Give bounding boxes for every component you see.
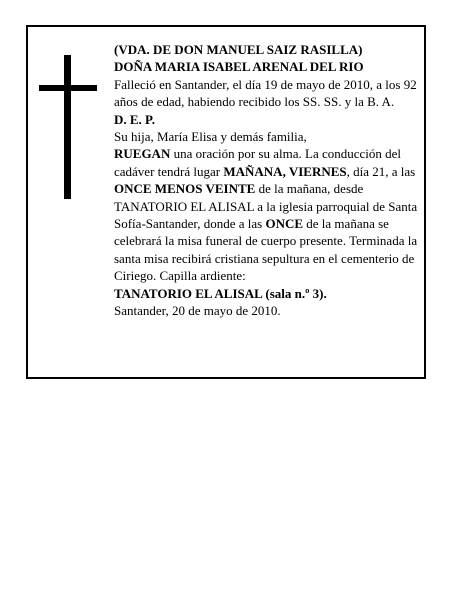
obituary-notice [26, 25, 426, 379]
mass-time-bold: ONCE [265, 216, 304, 232]
request-text-3: de la mañana, desde TANATORIO EL ALISAL a la iglesia parroquial de Santa Sofía-Santander, donde a las [114, 181, 418, 232]
dep-line: D. E. P. [114, 111, 156, 127]
cross-vertical-bar [64, 55, 71, 199]
chapel-line: TANATORIO EL ALISAL (sala n.º 3). [114, 285, 327, 301]
widow-line: (VDA. DE DON MANUEL SAIZ RASILLA) [114, 42, 363, 57]
day-bold: MAÑANA, VIERNES [223, 163, 347, 179]
death-statement: Falleció en Santander, el día 19 de mayo de 2010, a los 92 años de edad, habiendo recibido los SS. SS. y la B. A. [114, 76, 417, 110]
place-date: Santander, 20 de mayo de 2010. [114, 303, 281, 319]
notice-text [114, 41, 422, 320]
deceased-name: DOÑA MARIA ISABEL ARENAL DEL RIO [114, 59, 364, 75]
request-bold: RUEGAN [114, 146, 171, 162]
family-line: Su hija, María Elisa y demás familia, [114, 129, 307, 145]
request-text-1: una oración por su alma. La conducción del cadáver tendrá lugar [114, 146, 402, 179]
request-text-2: , día 21, a las [346, 163, 416, 179]
request-text-4: de la mañana se celebrará la misa funeral de cuerpo presente. Terminada la santa misa recibirá cristiana sepultura en el cementerio de Ciriego. Capilla ardiente: [114, 216, 418, 284]
funeral-details [114, 145, 422, 284]
cross-icon [39, 55, 97, 199]
cross-horizontal-bar [39, 85, 97, 91]
time-bold: ONCE MENOS VEINTE [114, 181, 256, 197]
